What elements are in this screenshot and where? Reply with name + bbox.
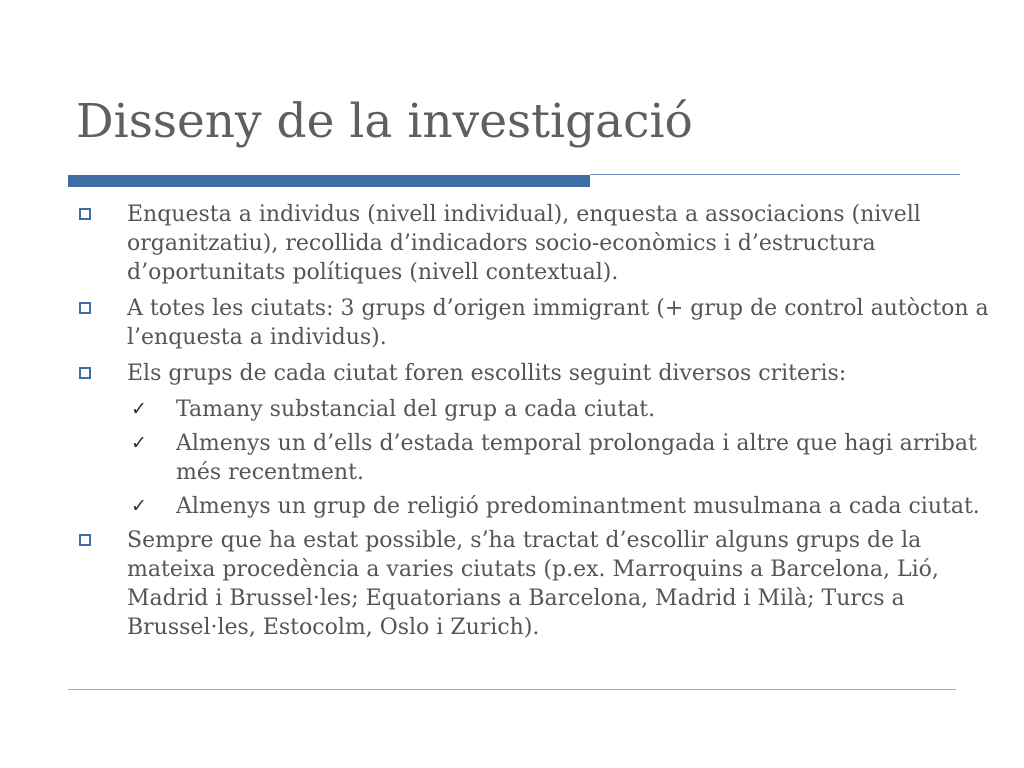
list-item-text: Sempre que ha estat possible, s’ha tractat d’escollir alguns grups de la mateixa procedència a varies ciutats (p.ex. Marroquins a Barcelona, Lió, Madrid i Brussel·les; Equatorians a Barcelona, Madrid i Milà; Turcs a Brussel·les, Estocolm, Oslo i Zurich).	[127, 528, 939, 640]
square-bullet-icon	[79, 367, 91, 379]
sub-list-item	[76, 395, 996, 424]
title-underline-thick	[68, 175, 590, 187]
sub-list-item	[76, 429, 996, 487]
title-underline-thin	[590, 174, 960, 175]
footer-divider	[68, 689, 956, 690]
sub-list-item-text: Almenys un d’ells d’estada temporal prolongada i altre que hagi arribat més recentment.	[176, 431, 977, 485]
square-bullet-icon	[79, 302, 91, 314]
sub-list-item-text: Tamany substancial del grup a cada ciutat.	[176, 397, 656, 422]
sub-list-item-text: Almenys un grup de religió predominantment musulmana a cada ciutat.	[176, 494, 980, 519]
list-item-text: A totes les ciutats: 3 grups d’origen immigrant (+ grup de control autòcton a l’enquesta a individus).	[127, 296, 989, 350]
square-bullet-icon	[79, 208, 91, 220]
check-icon: ✓	[131, 398, 147, 420]
check-icon: ✓	[131, 495, 147, 517]
sub-list-item	[76, 492, 996, 521]
list-item-text: Els grups de cada ciutat foren escollits seguint diversos criteris:	[127, 361, 847, 386]
slide-title: Disseny de la investigació	[76, 94, 693, 149]
bullet-list	[76, 200, 996, 649]
square-bullet-icon	[79, 534, 91, 546]
list-item	[76, 200, 996, 287]
list-item-text: Enquesta a individus (nivell individual), enquesta a associacions (nivell organitzatiu), recollida d’indicadors socio-econòmics i d’estructura d’oportunitats polítiques (nivell contextual).	[127, 202, 921, 285]
list-item	[76, 359, 996, 388]
list-item	[76, 294, 996, 352]
check-icon: ✓	[131, 432, 147, 454]
list-item	[76, 526, 996, 642]
